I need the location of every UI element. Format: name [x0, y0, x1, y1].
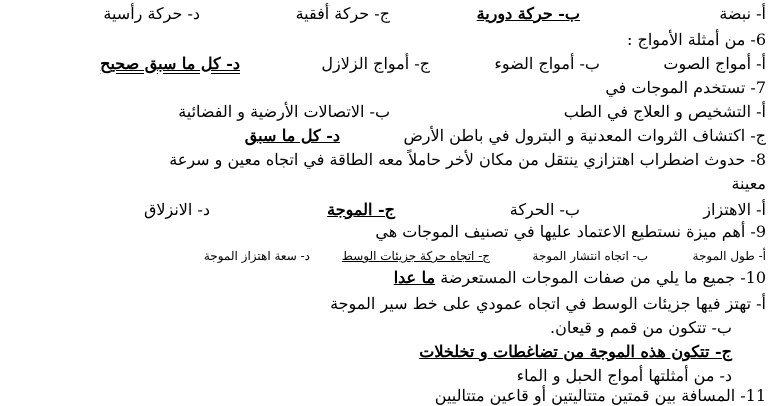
q8-question-line2: معينة	[731, 174, 766, 193]
q7-question: 7- تستخدم الموجات في	[605, 78, 766, 97]
q6-option-b: ب- أمواج الضوء	[494, 54, 600, 73]
q9-question: 9- أهم ميزة نستطيع الاعتماد عليها في تصنيف الموجات هي	[375, 222, 766, 241]
q9-option-a: أ- طول الموجة	[692, 249, 766, 263]
q6-option-c: ج- أمواج الزلازل	[321, 54, 430, 73]
q9-option-c: ج- اتجاه حركة جزيئات الوسط	[341, 249, 490, 263]
q5-option-c: ج- حركة أفقية	[295, 4, 390, 23]
q8-option-c: ج- الموجة	[327, 200, 395, 219]
q7-option-b: ب- الاتصالات الأرضية و الفضائية	[178, 102, 390, 121]
q10-option-d: د- من أمثلتها أمواج الحبل و الماء	[516, 366, 732, 385]
q10-option-b: ب- تتكون من قمم و قيعان.	[550, 318, 732, 337]
q5-option-b: ب- حركة دورية	[476, 4, 580, 23]
q8-question-line1: 8- حدوث اضطراب اهتزازي ينتقل من مكان لأخر حاملاً معه الطاقة في اتجاه معين و سرعة	[169, 150, 766, 169]
q10-option-c	[419, 342, 732, 362]
q11-question: 11- المسافة بين قمتين متتاليتين أو قاعين متتاليين	[434, 386, 766, 405]
q9-option-d: د- سعة اهتزاز الموجة	[203, 249, 310, 263]
q10-option-c-text: ج- تتكون هذه الموجة من تضاغطات و تخلخلات	[419, 342, 732, 361]
q10-question-emphasis: ما عدا	[393, 268, 436, 287]
q7-option-d: د- كل ما سبق	[244, 126, 340, 145]
q6-option-a: أ- أمواج الصوت	[663, 54, 766, 73]
q6-option-d: د- كل ما سبق صحيح	[100, 54, 240, 73]
q6-question: 6- من أمثلة الأمواج :	[627, 30, 766, 49]
q5-option-a: أ- نبضة	[719, 4, 766, 23]
q10-question-prefix: 10- جميع ما يلي من صفات الموجات المستعرضة	[440, 268, 766, 287]
q9-option-b: ب- اتجاه انتشار الموجة	[532, 249, 648, 263]
q5-option-d: د- حركة رأسية	[103, 4, 200, 23]
q8-option-d: د- الانزلاق	[143, 200, 210, 219]
q8-option-a: أ- الاهتزاز	[703, 200, 766, 219]
q10-question	[394, 268, 766, 288]
q7-option-c: ج- اكتشاف الثروات المعدنية و البترول في باطن الأرض	[403, 126, 766, 145]
q7-option-a: أ- التشخيص و العلاج في الطب	[563, 102, 766, 121]
q8-option-b: ب- الحركة	[509, 200, 580, 219]
q10-option-a: أ- تهتز فيها جزيئات الوسط في اتجاه عمودي على خط سير الموجة	[330, 294, 766, 313]
